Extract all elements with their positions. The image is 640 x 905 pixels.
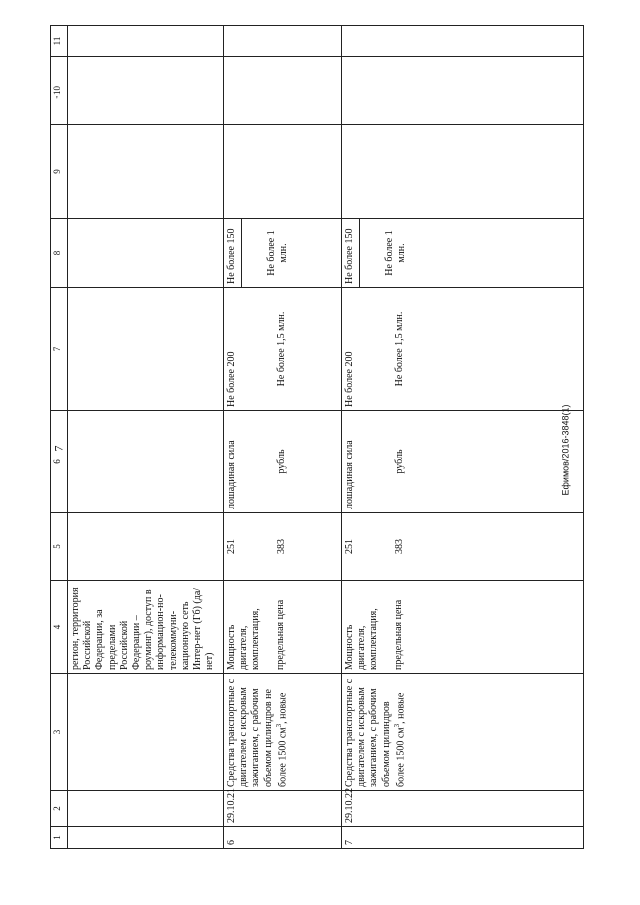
value-col8: Не более 150 Не более 1 млн.: [224, 219, 342, 288]
continuation-row: [68, 26, 224, 849]
table-row: [342, 26, 584, 849]
col-header: 4: [51, 581, 68, 674]
col-header: 10: [51, 57, 68, 125]
page-number: 7: [51, 445, 66, 452]
col-header: 3: [51, 674, 68, 791]
product-name: Средства транспортные с двигателем с искровым зажиганием, с рабочим объемом цилиндров не более 1500 $см^3$, новые: [224, 674, 342, 791]
col-header: 11: [51, 26, 68, 57]
col-header: 1: [51, 827, 68, 849]
col-header: 5: [51, 513, 68, 581]
okei-code: 251 383: [224, 513, 342, 581]
col-header: 2: [51, 791, 68, 827]
unit-name: лошадиная сила рубль: [224, 411, 342, 513]
continued-characteristics: регион, территория Российской Федерации, за пределами Российской Федерации – роуминг), доступ в информацион-но-телекоммуни-кационную сеть Интер-нет (Гб) (да/нет): [68, 581, 224, 674]
col-header: 9: [51, 125, 68, 219]
value-col8: Не более 150 Не более 1 млн.: [342, 219, 584, 288]
row-number: 6: [224, 827, 342, 849]
okpd-code: 29.10.22: [342, 791, 584, 827]
col-header: 6: [51, 411, 68, 513]
col-header: 8: [51, 219, 68, 288]
unit-name: лошадиная сила рубль: [342, 411, 584, 513]
okei-code: 251 383: [342, 513, 584, 581]
stray-mark: ': [56, 95, 58, 106]
requirements-table: [50, 25, 584, 849]
okpd-code: 29.10.21: [224, 791, 342, 827]
col-header: 7: [51, 288, 68, 411]
column-number-row: [51, 26, 68, 849]
product-name: Средства транспортные с двигателем с искровым зажиганием, с рабочим объемом цилиндров более 1500 $см^3$, новые: [342, 674, 584, 791]
characteristics: Мощность двигателя, комплектация, предельная цена: [224, 581, 342, 674]
characteristics: Мощность двигателя, комплектация, предельная цена: [342, 581, 584, 674]
document-code: Ефимов/2016-3848(1): [560, 404, 571, 496]
value-col7: Не более 200 Не более 1,5 млн.: [224, 288, 342, 411]
rotated-table-container: [50, 26, 584, 849]
value-col7: Не более 200 Не более 1,5 млн.: [342, 288, 584, 411]
table-row: [224, 26, 342, 849]
row-number: 7: [342, 827, 584, 849]
